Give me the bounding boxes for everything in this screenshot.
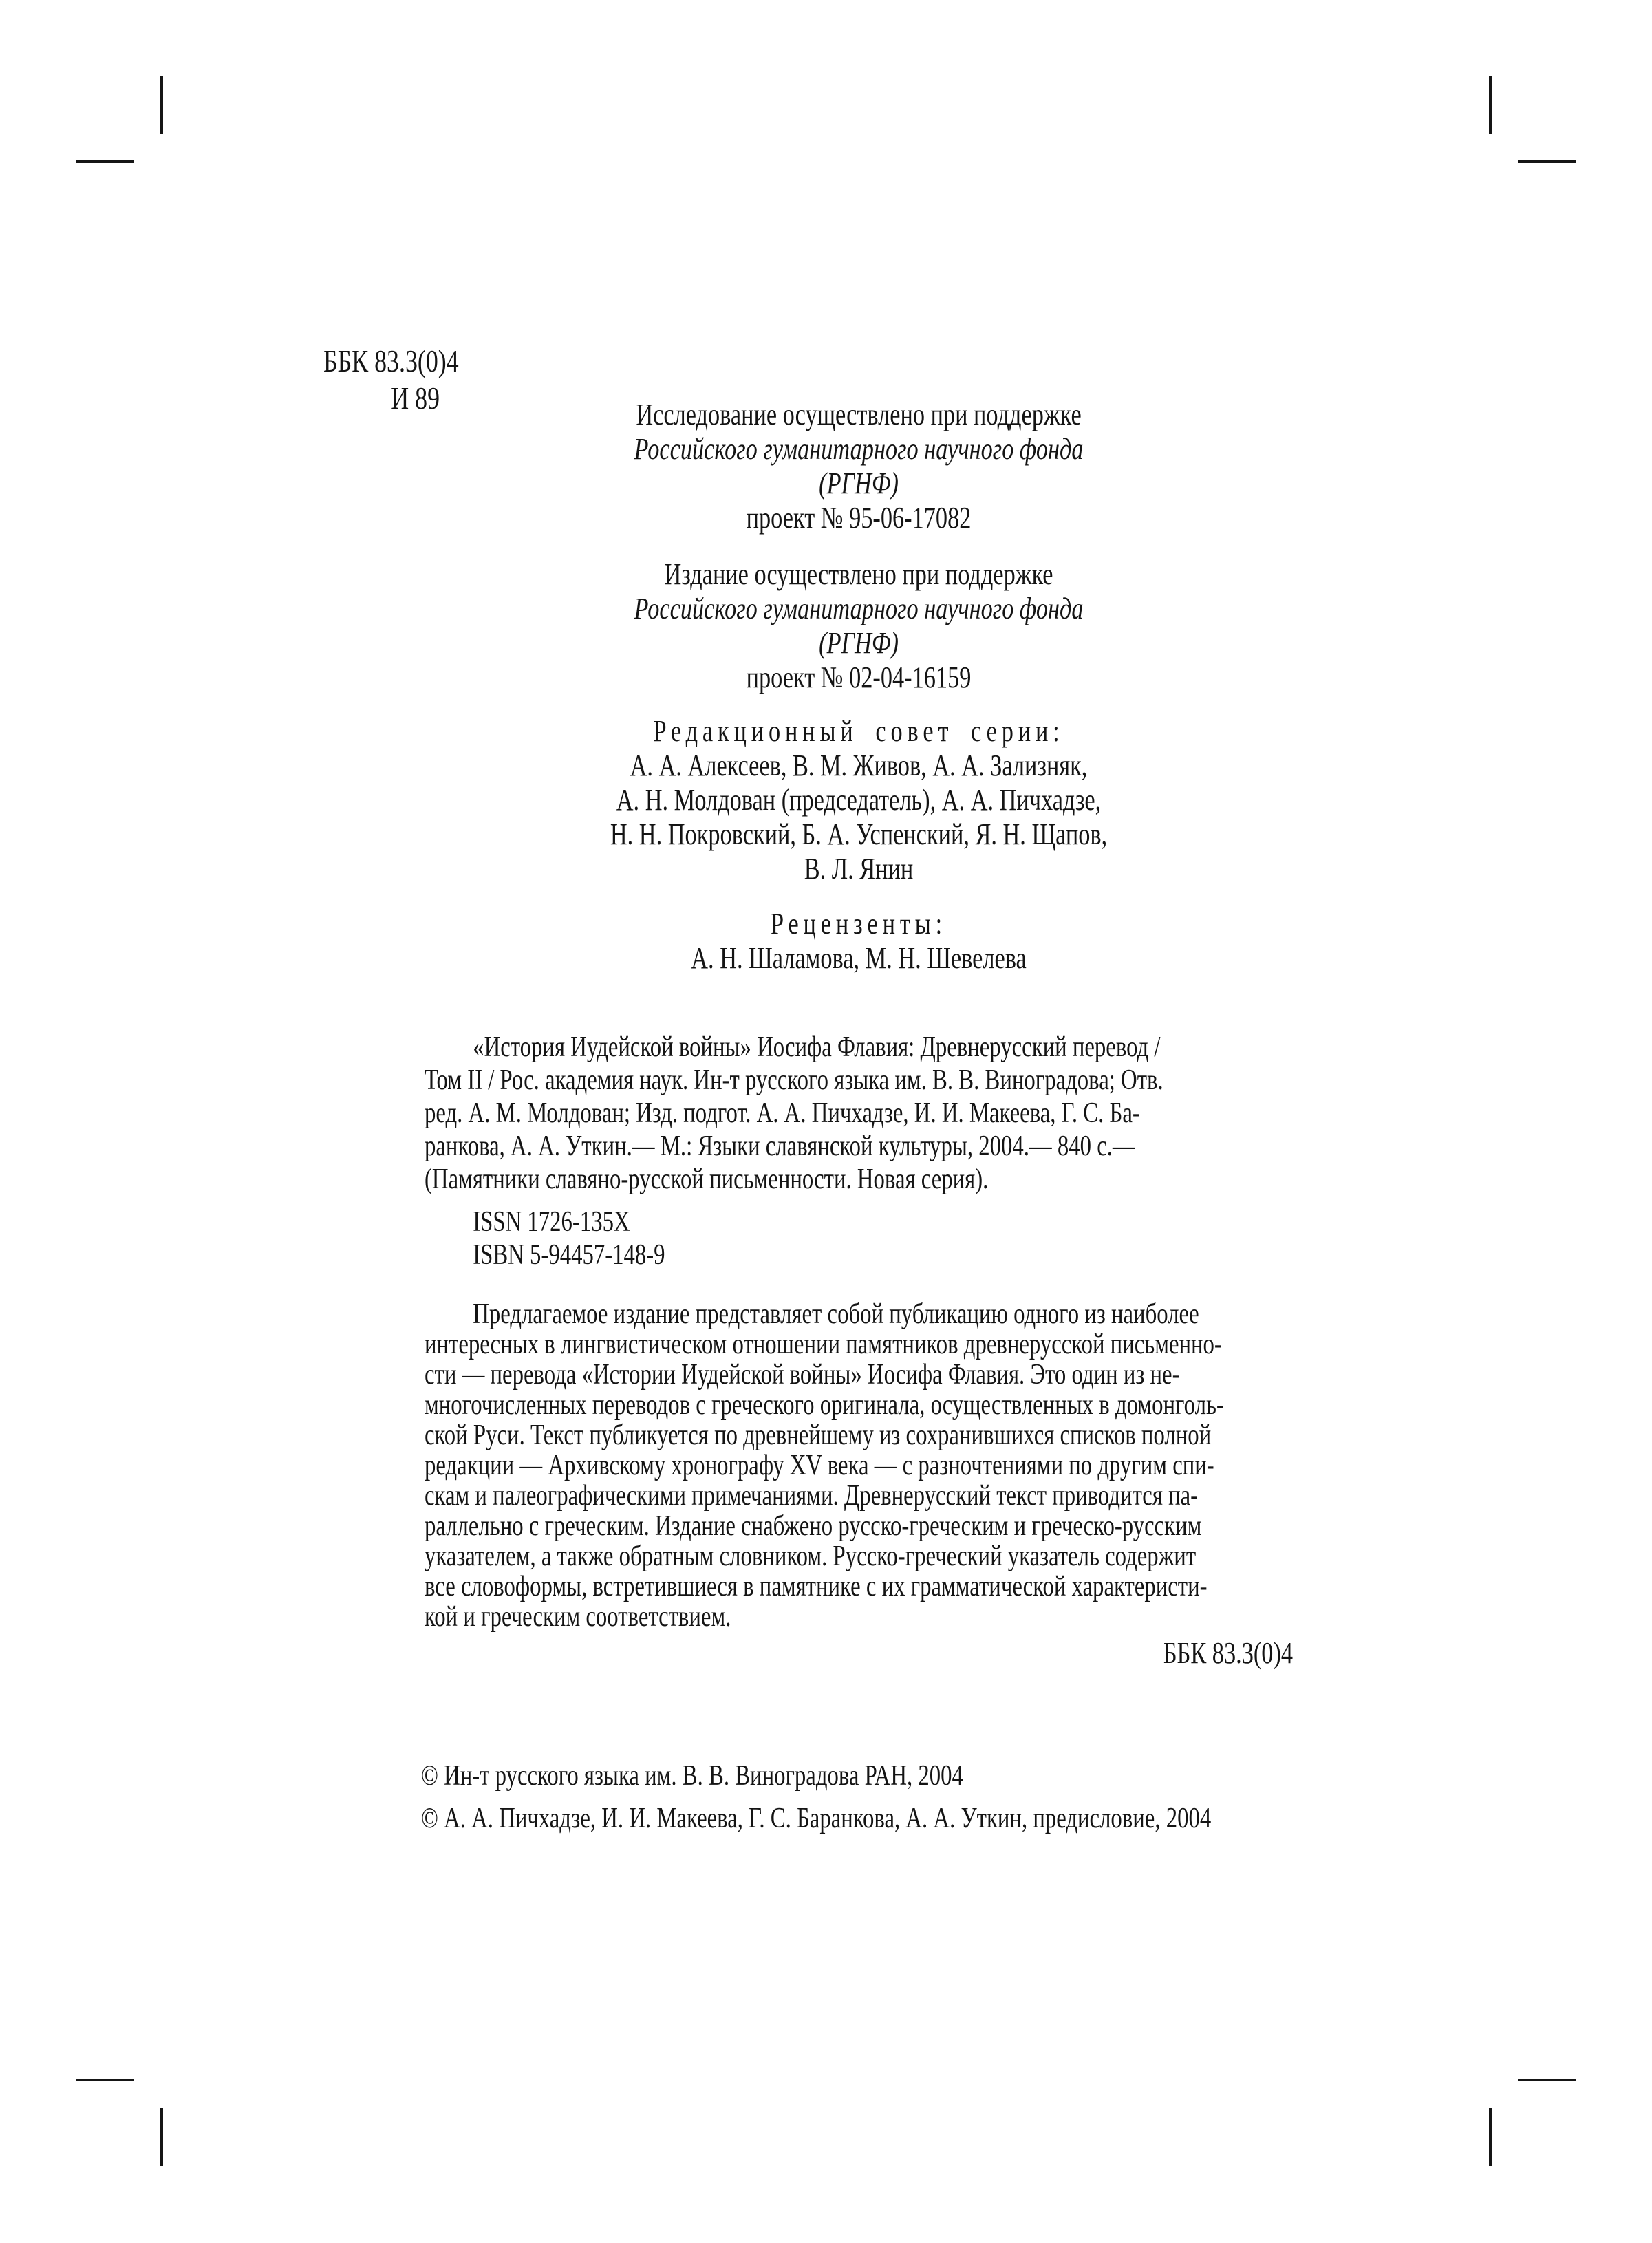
bibliographic-record	[425, 1031, 1293, 1196]
reviewers-names: А. Н. Шаламова, М. Н. Шевелева	[691, 941, 1027, 975]
grant-research-line-1: Исследование осуществлено при поддержке	[636, 398, 1082, 431]
bibliographic-line: ред. А. М. Молдован; Изд. подгот. А. А. Пичхадзе, И. И. Макеева, Г. С. Ба-	[425, 1097, 1140, 1129]
annotation-line: Предлагаемое издание представляет собой публикацию одного из наиболее	[473, 1298, 1199, 1330]
editorial-board-heading: Редакционный совет серии:	[653, 714, 1064, 748]
annotation-line: скам и палеографическими примечаниями. Древнерусский текст приводится па-	[425, 1480, 1199, 1512]
grant-research-fund-abbr: (РГНФ)	[819, 466, 899, 500]
identifiers-block	[425, 1205, 1293, 1271]
bibliographic-line: (Памятники славяно-русской письменности. Новая серия).	[425, 1163, 989, 1195]
issn: ISSN 1726-135X	[473, 1206, 630, 1238]
editorial-board-members-line: Н. Н. Покровский, Б. А. Успенский, Я. Н. Щапов,	[610, 817, 1108, 851]
annotation-line: редакции — Архивскому хронографу XV века — с разночтениями по другим спи-	[425, 1450, 1214, 1481]
author-sign: И 89	[391, 380, 440, 416]
bbk-bottom-block	[425, 1636, 1293, 1671]
editorial-board-members-line: В. Л. Янин	[804, 852, 914, 886]
reviewers-heading: Рецензенты:	[770, 907, 947, 941]
crop-mark-top-right-vertical	[1489, 76, 1492, 134]
grant-note-edition	[425, 557, 1293, 695]
crop-mark-bottom-left-vertical	[160, 2108, 163, 2166]
annotation-line: сти — перевода «Истории Иудейской войны» Иосифа Флавия. Это один из не-	[425, 1359, 1180, 1391]
annotation-line: раллельно с греческим. Издание снабжено русско-греческим и греческо-русским	[425, 1510, 1202, 1542]
copyright-line-institute: © Ин-т русского языка им. В. В. Виноградова РАН, 2004	[421, 1760, 963, 1792]
crop-mark-bottom-right-horizontal	[1518, 2079, 1576, 2081]
bbk-code-bottom: ББК 83.3(0)4	[1163, 1636, 1294, 1670]
crop-mark-top-left-vertical	[160, 76, 163, 134]
bbk-code: ББК 83.3(0)4	[323, 343, 459, 378]
bibliographic-line: Том II / Рос. академия наук. Ин-т русского языка им. В. В. Виноградова; Отв.	[425, 1064, 1163, 1096]
grant-research-project-number: проект № 95-06-17082	[746, 501, 972, 535]
grant-edition-line-1: Издание осуществлено при поддержке	[664, 557, 1053, 591]
annotation	[425, 1299, 1293, 1632]
grant-edition-fund-abbr: (РГНФ)	[819, 626, 899, 660]
editorial-board-members-line: А. Н. Молдован (председатель), А. А. Пичхадзе,	[616, 783, 1102, 817]
crop-mark-top-left-horizontal	[76, 160, 134, 163]
grant-edition-fund-name: Российского гуманитарного научного фонда	[634, 592, 1084, 625]
grant-note-research	[425, 398, 1293, 535]
grant-research-fund-name: Российского гуманитарного научного фонда	[634, 432, 1084, 466]
annotation-line: ской Руси. Текст публикуется по древнейшему из сохранившихся списков полной	[425, 1419, 1212, 1451]
annotation-line: многочисленных переводов с греческого оригинала, осуществленных в домонголь-	[425, 1389, 1224, 1421]
bibliographic-line: ранкова, А. А. Уткин.— М.: Языки славянской культуры, 2004.— 840 с.—	[425, 1130, 1135, 1162]
editorial-board-members-line: А. А. Алексеев, В. М. Живов, А. А. Зализняк,	[630, 749, 1088, 782]
crop-mark-bottom-left-horizontal	[76, 2079, 134, 2081]
isbn: ISBN 5-94457-148-9	[473, 1239, 665, 1271]
reviewers-block	[425, 907, 1293, 976]
copyright-line-authors: © А. А. Пичхадзе, И. И. Макеева, Г. С. Баранкова, А. А. Уткин, предисловие, 2004	[421, 1803, 1212, 1834]
crop-mark-bottom-right-vertical	[1489, 2108, 1492, 2166]
annotation-line: все словоформы, встретившиеся в памятнике с их грамматической характеристи-	[425, 1571, 1208, 1602]
annotation-line: кой и греческим соответствием.	[425, 1601, 731, 1633]
copyright-block	[421, 1754, 1355, 1840]
editorial-board	[425, 714, 1293, 886]
annotation-line: указателем, а также обратным словником. Русско-греческий указатель содержит	[425, 1541, 1197, 1572]
bibliographic-line: «История Иудейской войны» Иосифа Флавия: Древнерусский перевод /	[473, 1031, 1161, 1063]
grant-edition-project-number: проект № 02-04-16159	[746, 661, 972, 694]
annotation-line: интересных в лингвистическом отношении памятников древнерусской письменно-	[425, 1329, 1222, 1360]
crop-mark-top-right-horizontal	[1518, 160, 1576, 163]
